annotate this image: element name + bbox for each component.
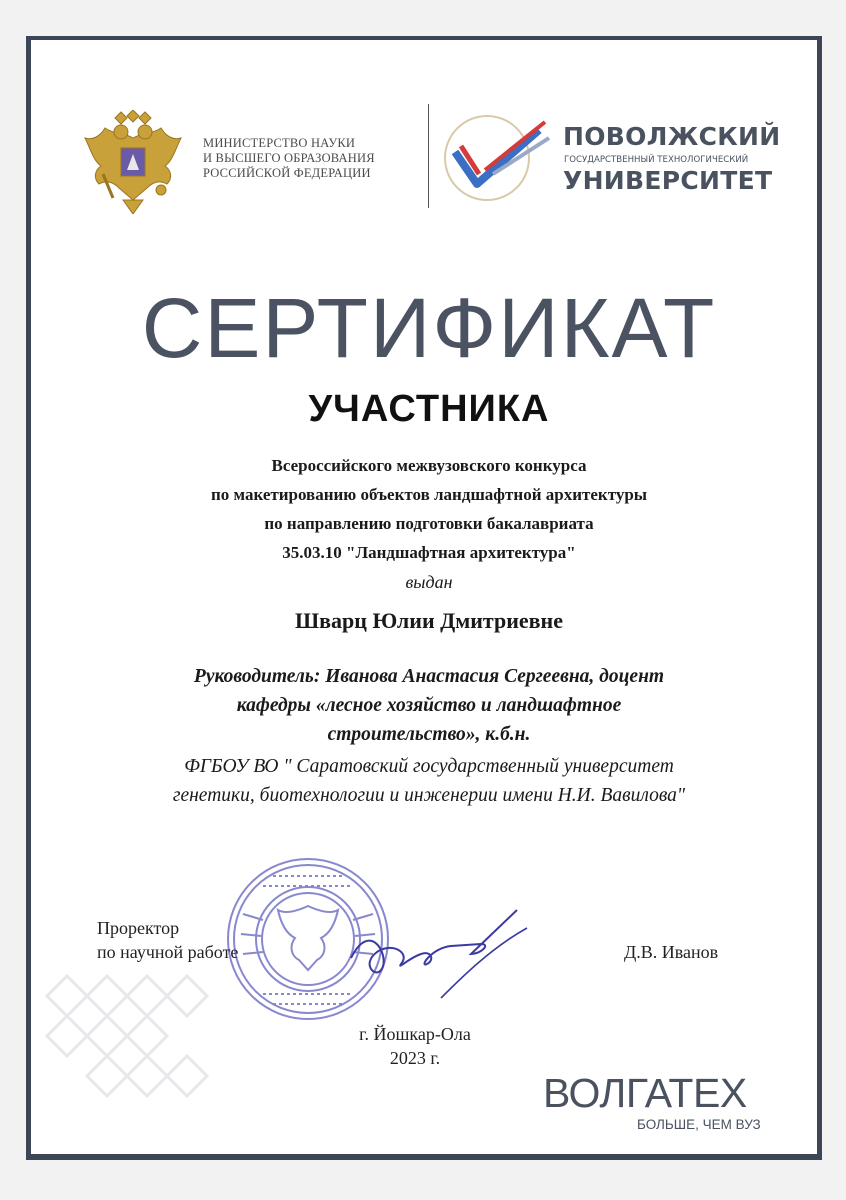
certificate-sheet: [26, 36, 822, 1160]
city: г. Йошкар-Ола: [359, 1024, 471, 1044]
ministry-line-3: РОССИЙСКОЙ ФЕДЕРАЦИИ: [203, 166, 371, 180]
coat-of-arms-icon: [83, 110, 183, 214]
recipient-name: Шварц Юлии Дмитриевне: [295, 608, 563, 633]
year: 2023 г.: [389, 1048, 441, 1068]
supervisor-line-1: Руководитель: Иванова Анастасия Сергеевна, доцент: [193, 666, 665, 687]
issued-to-label: выдан: [405, 572, 453, 592]
volgatech-logo-icon: [441, 112, 555, 204]
contest-line-1: Всероссийского межвузовского конкурса: [271, 456, 587, 475]
university-name-line-2: ГОСУДАРСТВЕННЫЙ ТЕХНОЛОГИЧЕСКИЙ: [564, 155, 749, 165]
supervisor-line-3: строительство», к.б.н.: [327, 724, 531, 745]
institution-line-1: ФГБОУ ВО " Саратовский государственный университет: [184, 756, 674, 777]
brand-name: ВОЛГАТЕХ: [543, 1070, 747, 1116]
signer-position-line-1: Проректор: [97, 918, 180, 938]
institution-line-2: генетики, биотехнологии и инженерии имени Н.И. Вавилова": [172, 785, 686, 806]
certificate-title: СЕРТИФИКАТ: [141, 281, 717, 375]
ministry-name: [203, 136, 375, 181]
handwritten-signature: [331, 898, 531, 1008]
ministry-line-1: МИНИСТЕРСТВО НАУКИ: [203, 136, 356, 150]
signer-name: Д.В. Иванов: [624, 942, 719, 962]
signer-position-line-2: по научной работе: [97, 942, 239, 962]
university-name-line-3: УНИВЕРСИТЕТ: [563, 166, 773, 195]
ministry-line-2: И ВЫСШЕГО ОБРАЗОВАНИЯ: [203, 151, 375, 165]
signer-position: [97, 916, 238, 964]
certificate-subtitle: УЧАСТНИКА: [308, 388, 550, 430]
university-name-line-1: ПОВОЛЖСКИЙ: [563, 122, 781, 151]
header-divider: [428, 104, 429, 208]
contest-line-4: 35.03.10 "Ландшафтная архитектура": [282, 543, 576, 562]
contest-line-2: по макетированию объектов ландшафтной архитектуры: [210, 485, 648, 504]
supervisor-line-2: кафедры «лесное хозяйство и ландшафтное: [236, 695, 622, 716]
contest-line-3: по направлению подготовки бакалавриата: [264, 514, 594, 533]
brand-slogan: БОЛЬШЕ, ЧЕМ ВУЗ: [637, 1117, 761, 1132]
